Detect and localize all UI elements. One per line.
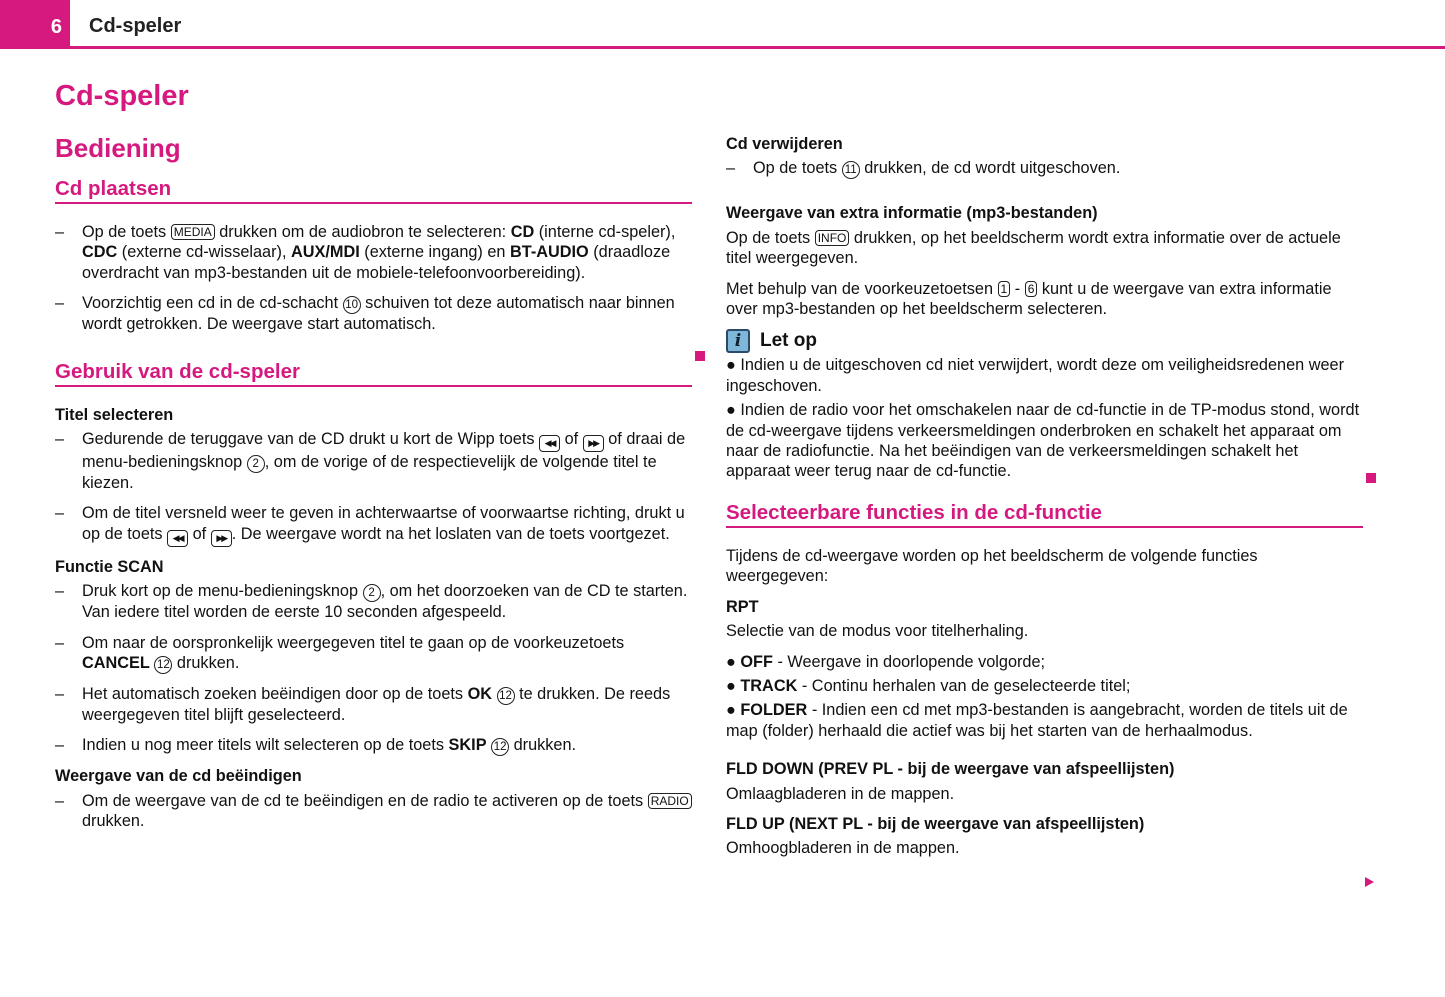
list-item xyxy=(55,222,692,283)
text: drukken. xyxy=(172,654,240,673)
text: ● Indien de radio voor het omschakelen naar de cd-functie in de TP-modus stond, wordt de cd-weergave tijdens verkeersmeldingen onderbroken en schakelt het apparaat om naar de radiofunctie. Na het beëindigen van de verkeersmeldingen schakelt het apparaat weer terug naar de cd-functie. xyxy=(726,401,1360,481)
text: Om naar de oorspronkelijk weergegeven titel te gaan op de voorkeuzetoets xyxy=(82,633,625,652)
list-item xyxy=(55,503,692,546)
text: (externe ingang) en xyxy=(359,243,511,262)
info-icon: i xyxy=(726,329,750,353)
callout-number: 12 xyxy=(491,738,509,756)
text: Cd-speler xyxy=(55,80,189,112)
rewind-icon: ◀◀ xyxy=(539,435,560,452)
text: Cd plaatsen xyxy=(55,177,172,200)
text: te drukken. De reeds weergegeven titel blijft geselecteerd. xyxy=(82,685,671,725)
text: Cd verwijderen xyxy=(726,135,843,153)
text: Functie SCAN xyxy=(55,557,164,576)
text: of xyxy=(560,430,583,449)
text: Weergave van extra informatie (mp3-bestanden) xyxy=(726,204,1098,223)
text: RPT xyxy=(726,597,759,616)
text: (externe cd-wisselaar), xyxy=(117,243,292,262)
list-item xyxy=(55,581,692,622)
text: - Continu herhalen van de geselecteerde titel; xyxy=(797,676,1131,695)
text: FLD DOWN (PREV PL - bij de weergave van afspeellijsten) xyxy=(726,760,1175,779)
paragraph xyxy=(726,546,1363,587)
text: ● xyxy=(726,701,741,720)
text: of draai de menu-bedieningsknop xyxy=(82,430,686,472)
text: Tijdens de cd-weergave worden op het beeldscherm de volgende functies weergegeven: xyxy=(726,546,1258,586)
bullet-item xyxy=(726,652,1363,672)
text: . De weergave wordt na het loslaten van de toets voortgezet. xyxy=(231,524,670,543)
left-column xyxy=(55,78,692,842)
list-item xyxy=(55,429,692,493)
text: Gebruik van de cd-speler xyxy=(55,359,300,383)
paragraph-heading xyxy=(55,557,692,577)
bold-text: OFF xyxy=(740,652,773,671)
list-item xyxy=(55,684,692,725)
text: ● Indien u de uitgeschoven cd niet verwijdert, wordt deze om veiligheidsredenen weer ingeschoven. xyxy=(726,356,1345,395)
text: Let op xyxy=(760,330,817,352)
text: Gedurende de teruggave van de CD drukt u kort de Wipp toets xyxy=(82,430,540,449)
paragraph-heading xyxy=(726,134,1363,154)
callout-number: 2 xyxy=(247,455,265,473)
button-key-label: MEDIA xyxy=(171,224,215,240)
text: Omhoogbladeren in de mappen. xyxy=(726,839,960,858)
spacer xyxy=(726,486,1363,500)
paragraph-heading xyxy=(726,759,1363,779)
text: - Indien een cd met mp3-bestanden is aangebracht, worden de titels uit de map (folder) herhaald die actief was bij het starten van de herhaalmodus. xyxy=(726,701,1348,740)
text: FLD UP (NEXT PL - bij de weergave van afspeellijsten) xyxy=(726,814,1145,833)
bold-text: CD xyxy=(510,223,535,241)
paragraph xyxy=(726,279,1363,320)
running-header-title: Cd-speler xyxy=(89,15,182,37)
bold-text: BT-AUDIO xyxy=(510,243,589,262)
text: ● xyxy=(726,676,741,695)
list-item xyxy=(55,735,692,756)
button-key-label: RADIO xyxy=(648,793,692,809)
bold-text: FOLDER xyxy=(740,701,808,720)
text: of xyxy=(188,524,211,543)
bold-text: CDC xyxy=(82,243,118,262)
note-heading xyxy=(726,329,1363,353)
text: - Weergave in doorlopende volgorde; xyxy=(772,652,1046,671)
text: Op de toets xyxy=(753,159,842,178)
bullet-item xyxy=(726,700,1363,741)
text: drukken. xyxy=(82,812,145,831)
paragraph xyxy=(726,784,1363,804)
paragraph-heading xyxy=(726,203,1363,223)
text: drukken, de cd wordt uitgeschoven. xyxy=(859,159,1121,178)
text: Titel selecteren xyxy=(55,405,174,424)
page-number: 6 xyxy=(0,0,70,48)
text: Het automatisch zoeken beëindigen door op de toets xyxy=(82,685,468,704)
text: (draadloze overdracht van mp3-bestanden uit de mobiele-telefoonvoorbereiding). xyxy=(82,243,671,282)
text: Voorzichtig een cd in de cd-schacht xyxy=(82,294,343,313)
text: Om de weergave van de cd te beëindigen en de radio te activeren op de toets xyxy=(82,791,648,810)
bullet-item xyxy=(726,676,1363,696)
paragraph xyxy=(726,838,1363,858)
list-item xyxy=(726,158,1363,179)
callout-number: 12 xyxy=(154,656,172,674)
text: schuiven tot deze automatisch naar binnen wordt getrokken. De weergave start automatisch. xyxy=(82,294,675,334)
text: Met behulp van de voorkeuzetoetsen xyxy=(726,279,998,298)
callout-number: 10 xyxy=(343,296,361,314)
callout-number: 11 xyxy=(842,161,860,179)
text xyxy=(492,685,497,703)
text: Druk kort op de menu-bedieningsknop xyxy=(82,582,363,601)
text: , om de vorige of de respectievelijk de volgende titel te kiezen. xyxy=(82,453,657,493)
callout-number: 2 xyxy=(363,584,381,602)
subsection-title xyxy=(55,359,692,387)
text: Bediening xyxy=(55,133,181,163)
text: Op de toets xyxy=(82,223,171,241)
subsection-title xyxy=(726,500,1363,528)
bold-text: SKIP xyxy=(448,736,487,755)
text: Om de titel versneld weer te geven in achterwaartse of voorwaartse richting, drukt u op de toets xyxy=(82,504,685,543)
button-key-label: INFO xyxy=(815,230,850,246)
text: Selectie van de modus voor titelherhaling. xyxy=(726,622,1029,641)
list-item xyxy=(55,791,692,832)
bullet-item xyxy=(726,400,1363,482)
list-item xyxy=(55,633,692,674)
bold-text: TRACK xyxy=(740,676,798,695)
text: drukken, op het beeldscherm wordt extra informatie over de actuele titel weergegeven. xyxy=(726,228,1341,268)
bold-text: OK xyxy=(467,685,493,704)
subsection-title xyxy=(55,176,692,204)
paragraph xyxy=(726,228,1363,269)
text: - xyxy=(1010,279,1025,298)
text: , om het doorzoeken van de CD te starten. Van iedere titel worden de eerste 10 seconden afgespeeld. xyxy=(82,582,688,622)
paragraph xyxy=(726,621,1363,641)
text: kunt u de weergave van extra informatie over mp3-bestanden op het beeldscherm selecteren. xyxy=(726,279,1332,319)
section-end-marker xyxy=(1366,473,1376,483)
button-key-label: 6 xyxy=(1025,281,1038,297)
text: ● xyxy=(726,652,741,671)
text: Indien u nog meer titels wilt selecteren op de toets xyxy=(82,736,449,755)
right-column xyxy=(726,134,1363,869)
text: Op de toets xyxy=(726,228,815,247)
paragraph-heading xyxy=(55,766,692,786)
paragraph-heading xyxy=(726,814,1363,834)
bold-text: AUX/MDI xyxy=(291,243,360,262)
section-end-marker xyxy=(695,351,705,361)
text: drukken. xyxy=(509,736,577,755)
bold-text: CANCEL xyxy=(82,654,150,673)
paragraph-heading xyxy=(55,405,692,425)
text: drukken om de audiobron te selecteren: xyxy=(214,223,511,241)
button-key-label: 1 xyxy=(998,281,1011,297)
forward-icon: ▶▶ xyxy=(583,435,604,452)
section-title xyxy=(55,132,692,164)
continue-arrow-icon xyxy=(1365,877,1374,887)
callout-number: 12 xyxy=(497,687,515,705)
rewind-icon: ◀◀ xyxy=(167,530,188,547)
spacer xyxy=(726,189,1363,203)
header-divider xyxy=(0,46,1445,49)
text: Selecteerbare functies in de cd-functie xyxy=(726,500,1102,524)
spacer xyxy=(726,745,1363,759)
spacer xyxy=(55,345,692,359)
paragraph-heading xyxy=(726,597,1363,617)
bullet-item xyxy=(726,355,1363,396)
text: Omlaagbladeren in de mappen. xyxy=(726,784,955,803)
list-item xyxy=(55,293,692,334)
text: Weergave van de cd beëindigen xyxy=(55,767,302,786)
forward-icon: ▶▶ xyxy=(211,530,232,547)
text: (interne cd-speler), xyxy=(534,223,676,241)
page-title xyxy=(55,78,692,114)
